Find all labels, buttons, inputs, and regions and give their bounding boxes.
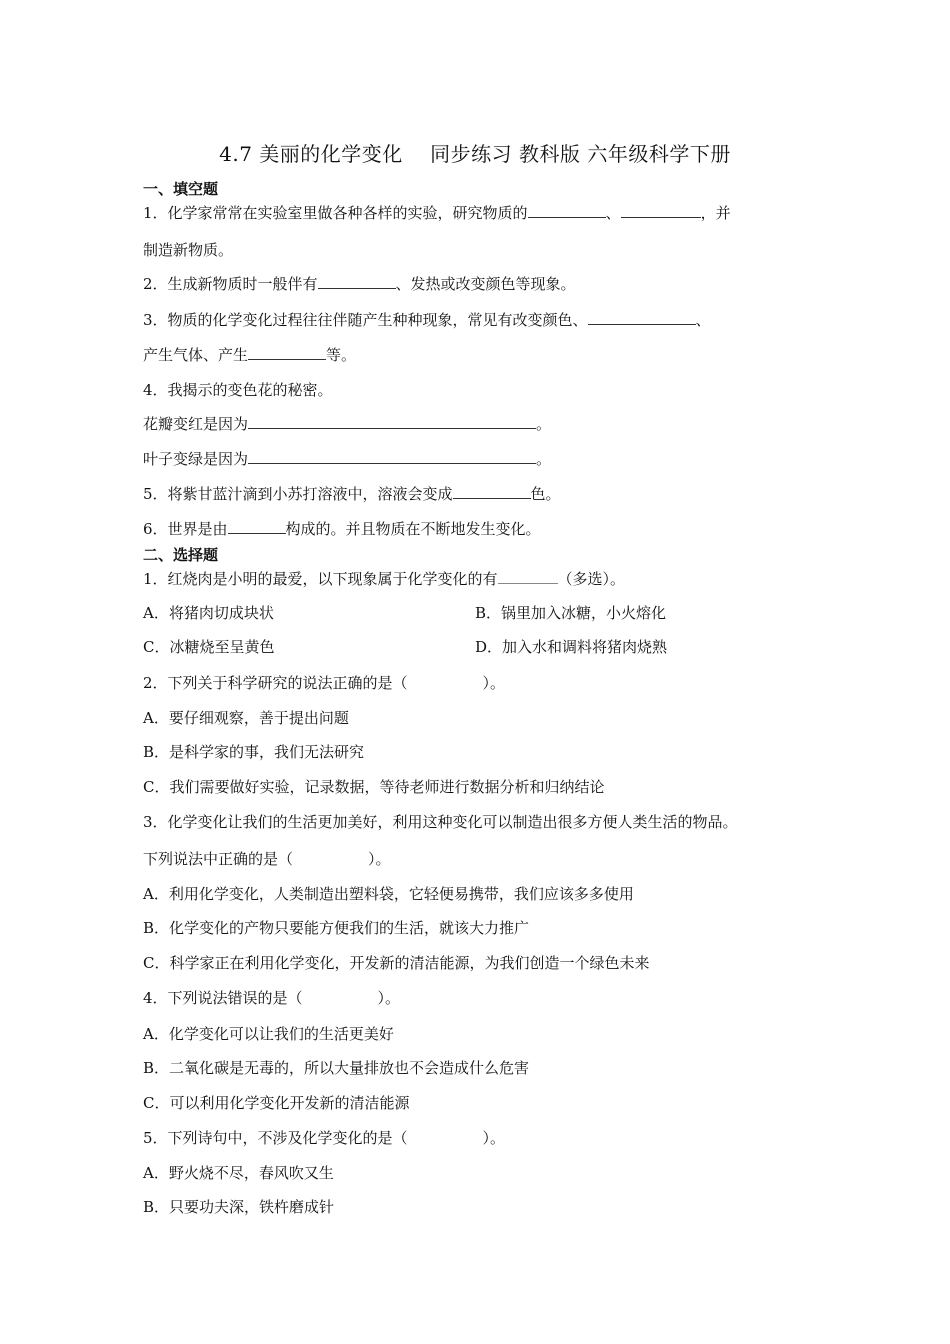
choice-q3-option-c[interactable]: C．科学家正在利用化学变化，开发新的清洁能源，为我们创造一个绿色未来	[143, 954, 650, 972]
choice-q5-option-b[interactable]: B．只要功夫深，铁杵磨成针	[143, 1198, 335, 1216]
fill-q3-tail: 等。	[326, 346, 357, 364]
separator-text: 、	[605, 204, 621, 222]
answer-blank[interactable]	[498, 569, 558, 584]
choice-q2-option-c[interactable]: C．我们需要做好实验，记录数据，等待老师进行数据分析和归纳结论	[143, 778, 605, 796]
choice-q1-text: 1．红烧肉是小明的最爱，以下现象属于化学变化的有	[143, 570, 498, 588]
answer-blank[interactable]	[248, 449, 536, 464]
section-heading-choice: 二、选择题	[143, 546, 219, 564]
choice-q3-stem2: 下列说法中正确的是（ ）。	[143, 850, 391, 868]
fill-q1-tail: ，并	[700, 204, 731, 222]
period: 。	[536, 415, 552, 433]
petal-label: 花瓣变红是因为	[143, 415, 249, 433]
answer-blank[interactable]	[248, 345, 326, 360]
choice-q4-option-b[interactable]: B．二氧化碳是无毒的，所以大量排放也不会造成什么危害	[143, 1059, 530, 1077]
choice-q2-option-b[interactable]: B．是科学家的事，我们无法研究	[143, 743, 365, 761]
answer-blank[interactable]	[248, 414, 536, 429]
fill-q6	[143, 519, 541, 539]
choice-q5-option-a[interactable]: A．野火烧不尽，春风吹又生	[143, 1164, 334, 1182]
choice-q4-option-a[interactable]: A．化学变化可以让我们的生活更美好	[143, 1025, 394, 1043]
separator-text: 、	[695, 311, 711, 329]
choice-q3-option-a[interactable]: A．利用化学变化，人类制造出塑料袋，它轻便易携带，我们应该多多使用	[143, 885, 634, 903]
choice-q1-option-c[interactable]: C．冰糖烧至呈黄色	[143, 638, 275, 656]
choice-q3-stem: 3．化学变化让我们的生活更加美好，利用这种变化可以制造出很多方便人类生活的物品。	[143, 813, 738, 831]
choice-q1-tail: （多选）。	[557, 570, 626, 588]
period: 。	[536, 450, 552, 468]
answer-blank[interactable]	[621, 203, 701, 218]
choice-q1-stem	[143, 569, 625, 589]
choice-q1-option-b[interactable]: B．锅里加入冰糖，小火熔化	[475, 604, 667, 622]
fill-q1-line1	[143, 203, 731, 223]
fill-q3-line2	[143, 345, 356, 365]
choice-q4-stem: 4．下列说法错误的是（ ）。	[143, 989, 401, 1007]
fill-q4: 4．我揭示的变色花的秘密。	[143, 381, 333, 399]
choice-q4-option-c[interactable]: C．可以利用化学变化开发新的清洁能源	[143, 1094, 410, 1112]
answer-blank[interactable]	[588, 310, 696, 325]
choice-q1-option-a[interactable]: A．将猪肉切成块状	[143, 604, 274, 622]
choice-q1-option-d[interactable]: D．加入水和调料将猪肉烧熟	[475, 638, 668, 656]
answer-blank[interactable]	[228, 519, 286, 534]
fill-q6-text: 6．世界是由	[143, 520, 228, 538]
choice-q5-stem: 5．下列诗句中，不涉及化学变化的是（ ）。	[143, 1129, 506, 1147]
fill-q2	[143, 274, 576, 294]
fill-q3-text2: 产生气体、产生	[143, 346, 249, 364]
fill-q6-tail: 构成的。并且物质在不断地发生变化。	[285, 520, 541, 538]
leaf-label: 叶子变绿是因为	[143, 450, 249, 468]
fill-q5	[143, 484, 561, 504]
answer-blank[interactable]	[453, 484, 531, 499]
answer-blank[interactable]	[528, 203, 606, 218]
fill-q5-tail: 色。	[530, 485, 561, 503]
fill-q2-tail: 、发热或改变颜色等现象。	[395, 275, 576, 293]
fill-q3-text: 3．物质的化学变化过程往往伴随产生种种现象，常见有改变颜色、	[143, 311, 588, 329]
choice-q3-option-b[interactable]: B．化学变化的产物只要能方便我们的生活，就该大力推广	[143, 919, 530, 937]
fill-q4-petal	[143, 414, 551, 434]
fill-q1-line2: 制造新物质。	[143, 241, 234, 259]
choice-q2-stem: 2．下列关于科学研究的说法正确的是（ ）。	[143, 674, 506, 692]
fill-q2-text: 2．生成新物质时一般伴有	[143, 275, 318, 293]
choice-q2-option-a[interactable]: A．要仔细观察，善于提出问题	[143, 709, 349, 727]
fill-q5-text: 5．将紫甘蓝汁滴到小苏打溶液中，溶液会变成	[143, 485, 453, 503]
fill-q3-line1	[143, 310, 711, 330]
fill-q1-text: 1．化学家常常在实验室里做各种各样的实验，研究物质的	[143, 204, 528, 222]
section-heading-fill-in: 一、填空题	[143, 180, 219, 198]
document-title: 4.7 美丽的化学变化 同步练习 教科版 六年级科学下册	[219, 142, 731, 166]
fill-q4-leaf	[143, 449, 551, 469]
answer-blank[interactable]	[318, 274, 396, 289]
